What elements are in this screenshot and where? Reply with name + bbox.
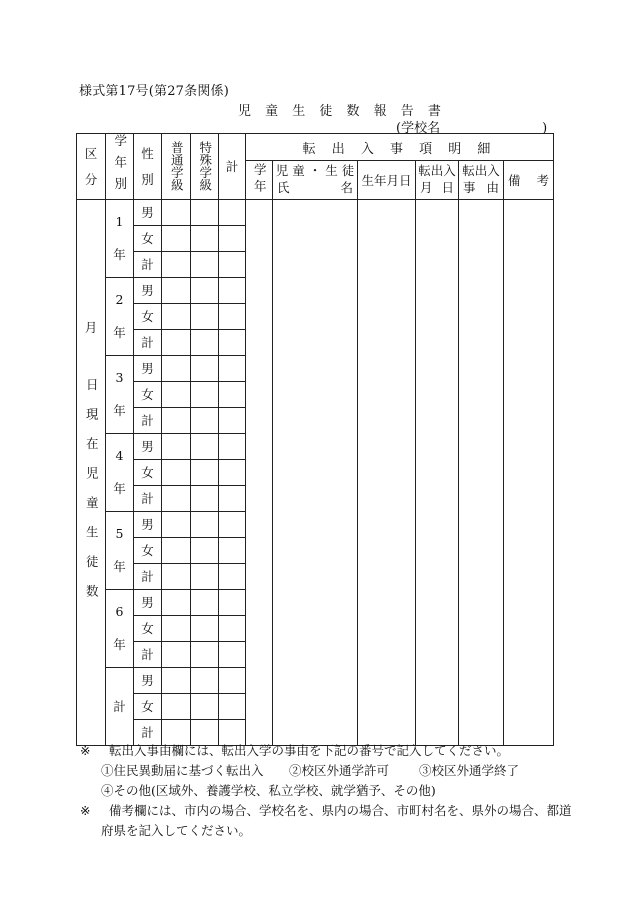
- total-count-cell[interactable]: [219, 589, 246, 615]
- tokushu-count-cell[interactable]: [191, 277, 219, 303]
- grade-label-6: 6 年: [106, 589, 134, 667]
- futsu-count-cell[interactable]: [162, 199, 191, 225]
- futsu-count-cell[interactable]: [162, 433, 191, 459]
- note-mark-2: ※: [80, 803, 91, 818]
- sex-label: 男: [134, 277, 162, 303]
- total-count-cell[interactable]: [219, 251, 246, 277]
- futsu-gakkyu-header: 普通学級: [162, 134, 191, 200]
- tokushu-count-cell[interactable]: [191, 641, 219, 667]
- biko-header: 備 考: [504, 161, 554, 199]
- futsu-count-cell[interactable]: [162, 459, 191, 485]
- option-1: ①住民異動届に基づく転出入: [101, 763, 264, 778]
- gakunen-betsu-header: 学年別: [106, 134, 134, 200]
- sex-label: 計: [134, 251, 162, 277]
- futsu-count-cell[interactable]: [162, 589, 191, 615]
- total-count-cell[interactable]: [219, 511, 246, 537]
- total-count-cell[interactable]: [219, 381, 246, 407]
- option-3: ③校区外通学終了: [419, 763, 520, 778]
- sex-label: 男: [134, 667, 162, 693]
- futsu-count-cell[interactable]: [162, 511, 191, 537]
- tokushu-count-cell[interactable]: [191, 511, 219, 537]
- total-count-cell[interactable]: [219, 433, 246, 459]
- futsu-count-cell[interactable]: [162, 615, 191, 641]
- tokushu-count-cell[interactable]: [191, 537, 219, 563]
- futsu-count-cell[interactable]: [162, 303, 191, 329]
- seinengappi-header: 生年月日: [358, 161, 416, 199]
- sex-label: 女: [134, 225, 162, 251]
- tokushu-count-cell[interactable]: [191, 329, 219, 355]
- name-detail-cell[interactable]: [273, 199, 358, 745]
- total-count-cell[interactable]: [219, 407, 246, 433]
- sex-label: 男: [134, 433, 162, 459]
- report-table: [76, 133, 554, 746]
- option-4: ④その他(区域外、養護学校、私立学校、就学猶予、その他): [101, 783, 436, 798]
- sex-label: 女: [134, 459, 162, 485]
- tokushu-count-cell[interactable]: [191, 303, 219, 329]
- total-count-cell[interactable]: [219, 329, 246, 355]
- sex-label: 女: [134, 615, 162, 641]
- transfer-reason-detail-cell[interactable]: [459, 199, 504, 745]
- tokushu-count-cell[interactable]: [191, 667, 219, 693]
- grade-label-5: 5 年: [106, 511, 134, 589]
- futsu-count-cell[interactable]: [162, 537, 191, 563]
- sex-label: 女: [134, 303, 162, 329]
- kei-header: 計: [219, 134, 246, 200]
- total-count-cell[interactable]: [219, 225, 246, 251]
- grade-label-2: 2 年: [106, 277, 134, 355]
- futsu-count-cell[interactable]: [162, 485, 191, 511]
- sex-label: 計: [134, 329, 162, 355]
- futsu-count-cell[interactable]: [162, 641, 191, 667]
- tokushu-count-cell[interactable]: [191, 381, 219, 407]
- grade-label-1: 1 年: [106, 199, 134, 277]
- total-count-cell[interactable]: [219, 615, 246, 641]
- document-title: 児 童 生 徒 数 報 告 書: [238, 104, 446, 119]
- note-mark: ※: [80, 743, 91, 758]
- tokushu-count-cell[interactable]: [191, 407, 219, 433]
- option-2: ②校区外通学許可: [289, 763, 390, 778]
- futsu-count-cell[interactable]: [162, 563, 191, 589]
- school-name-close: ): [542, 121, 548, 136]
- sex-label: 計: [134, 563, 162, 589]
- remarks-detail-cell[interactable]: [504, 199, 554, 745]
- transfer-date-detail-cell[interactable]: [416, 199, 459, 745]
- sex-label: 男: [134, 199, 162, 225]
- grade-label-7: 計: [106, 667, 134, 745]
- total-count-cell[interactable]: [219, 693, 246, 719]
- tokushu-count-cell[interactable]: [191, 199, 219, 225]
- sex-label: 女: [134, 537, 162, 563]
- transfer-reason-header: 転出入 事 由: [459, 161, 504, 199]
- month-label: 月: [84, 319, 98, 335]
- note-2-line-2: 府県を記入してください。: [101, 823, 252, 838]
- transfer-date-header: 転出入 月 日: [416, 161, 459, 199]
- total-count-cell[interactable]: [219, 641, 246, 667]
- tokushu-gakkyu-header: 特殊学級: [191, 134, 219, 200]
- futsu-count-cell[interactable]: [162, 277, 191, 303]
- total-count-cell[interactable]: [219, 199, 246, 225]
- futsu-count-cell[interactable]: [162, 329, 191, 355]
- tokushu-count-cell[interactable]: [191, 251, 219, 277]
- sex-label: 計: [134, 719, 162, 745]
- tokushu-count-cell[interactable]: [191, 589, 219, 615]
- tokushu-count-cell[interactable]: [191, 563, 219, 589]
- futsu-count-cell[interactable]: [162, 225, 191, 251]
- sex-label: 計: [134, 485, 162, 511]
- gakunen-header: 学年: [246, 161, 273, 199]
- period-label-column: [77, 199, 106, 745]
- birthdate-detail-cell[interactable]: [358, 199, 416, 745]
- grade-label-4: 4 年: [106, 433, 134, 511]
- total-count-cell[interactable]: [219, 277, 246, 303]
- data-row: [77, 199, 554, 225]
- note-2-line-1: 備考欄には、市内の場合、学校名を、県内の場合、市町村名を、県外の場合、都道: [109, 803, 572, 818]
- total-count-cell[interactable]: [219, 459, 246, 485]
- tokushu-count-cell[interactable]: [191, 459, 219, 485]
- futsu-count-cell[interactable]: [162, 407, 191, 433]
- sex-label: 男: [134, 589, 162, 615]
- school-name-open: (学校名: [396, 121, 441, 136]
- seibetsu-header: 性 別: [134, 134, 162, 200]
- futsu-count-cell[interactable]: [162, 381, 191, 407]
- gakunen-detail-cell[interactable]: [246, 199, 273, 745]
- futsu-count-cell[interactable]: [162, 251, 191, 277]
- tokushu-count-cell[interactable]: [191, 615, 219, 641]
- sex-label: 計: [134, 641, 162, 667]
- total-count-cell[interactable]: [219, 485, 246, 511]
- tokushu-count-cell[interactable]: [191, 693, 219, 719]
- kubun-header: 区 分: [77, 134, 106, 200]
- total-count-cell[interactable]: [219, 355, 246, 381]
- total-count-cell[interactable]: [219, 667, 246, 693]
- tokushu-count-cell[interactable]: [191, 485, 219, 511]
- as-of-label: 日現在児童生徒数: [84, 377, 100, 614]
- total-count-cell[interactable]: [219, 563, 246, 589]
- sex-label: 男: [134, 355, 162, 381]
- futsu-count-cell[interactable]: [162, 693, 191, 719]
- futsu-count-cell[interactable]: [162, 355, 191, 381]
- tokushu-count-cell[interactable]: [191, 433, 219, 459]
- total-count-cell[interactable]: [219, 537, 246, 563]
- transfer-details-header: 転 出 入 事 項 明 細: [246, 134, 554, 161]
- tokushu-count-cell[interactable]: [191, 355, 219, 381]
- note-1: 転出入事由欄には、転出入学の事由を下記の番号で記入してください。: [109, 743, 510, 758]
- futsu-count-cell[interactable]: [162, 667, 191, 693]
- total-count-cell[interactable]: [219, 303, 246, 329]
- notes-section: [80, 741, 572, 841]
- form-number-label: 様式第17号(第27条関係): [79, 84, 230, 99]
- tokushu-count-cell[interactable]: [191, 225, 219, 251]
- sex-label: 計: [134, 407, 162, 433]
- grade-label-3: 3 年: [106, 355, 134, 433]
- sex-label: 男: [134, 511, 162, 537]
- sex-label: 女: [134, 381, 162, 407]
- shimei-header: 児 童 ・ 生 徒 氏 名: [273, 161, 358, 199]
- sex-label: 女: [134, 693, 162, 719]
